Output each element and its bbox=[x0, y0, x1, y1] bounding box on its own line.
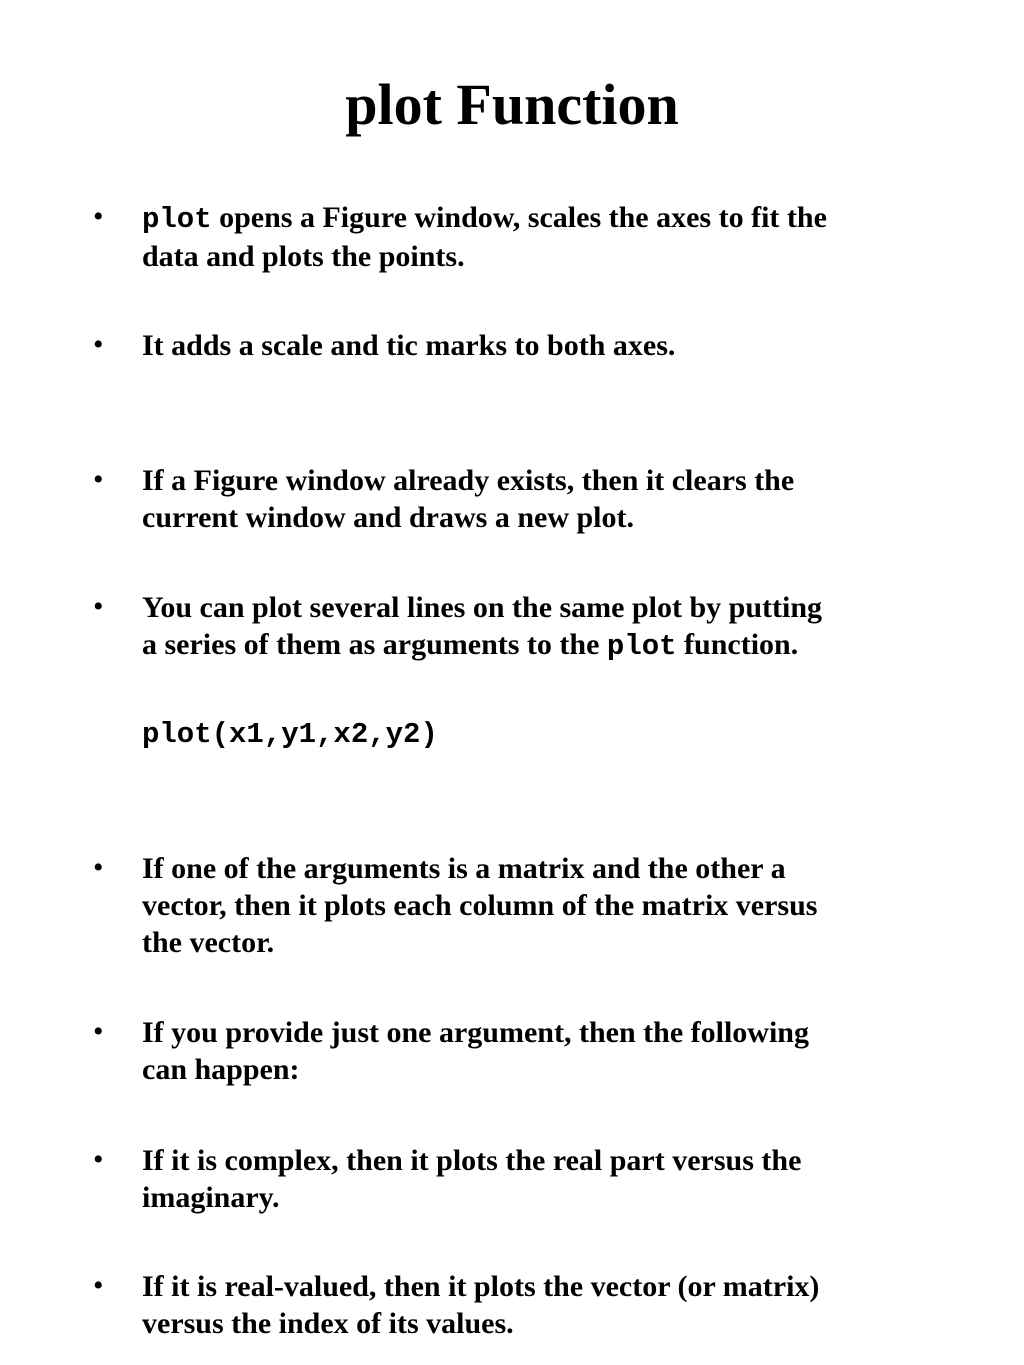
bullet-line: It adds a scale and tic marks to both axes. bbox=[142, 329, 676, 362]
bullet-text bbox=[142, 1142, 942, 1216]
bullet-line: If it is real-valued, then it plots the vector (or matrix) bbox=[142, 1270, 820, 1303]
inline-code: plot bbox=[606, 630, 677, 663]
bullet-line: data and plots the points. bbox=[142, 240, 465, 273]
bullet-line: vector, then it plots each column of the matrix versus bbox=[142, 889, 818, 922]
bullet-text bbox=[142, 327, 942, 364]
bullet-line: imaginary. bbox=[142, 1181, 280, 1214]
bullet-line: current window and draws a new plot. bbox=[142, 501, 634, 534]
page-title: plot Function bbox=[345, 72, 679, 137]
bullet-marker: • bbox=[93, 1143, 104, 1176]
bullet-text bbox=[142, 1014, 942, 1088]
bullet-line: If you provide just one argument, then the following bbox=[142, 1016, 809, 1049]
bullet-marker: • bbox=[93, 328, 104, 361]
bullet-text bbox=[142, 199, 942, 275]
bullet-line: You can plot several lines on the same plot by putting bbox=[142, 591, 823, 624]
bullet-line: If one of the arguments is a matrix and the other a bbox=[142, 852, 786, 885]
bullet-text bbox=[142, 850, 942, 961]
bullet-marker: • bbox=[93, 1269, 104, 1302]
bullet-line: If it is complex, then it plots the real part versus the bbox=[142, 1144, 802, 1177]
bullet-line: versus the index of its values. bbox=[142, 1307, 514, 1340]
bullet-marker: • bbox=[93, 463, 104, 496]
bullet-text bbox=[142, 462, 942, 536]
bullet-marker: • bbox=[93, 590, 104, 623]
bullet-line: opens a Figure window, scales the axes to fit the bbox=[211, 201, 827, 234]
code-example: plot(x1,y1,x2,y2) bbox=[142, 718, 438, 751]
bullet-marker: • bbox=[93, 200, 104, 233]
bullet-marker: • bbox=[93, 851, 104, 884]
bullet-marker: • bbox=[93, 1015, 104, 1048]
bullet-line: the vector. bbox=[142, 926, 275, 959]
bullet-line: can happen: bbox=[142, 1053, 300, 1086]
bullet-line: a series of them as arguments to the bbox=[142, 628, 607, 661]
bullet-line: If a Figure window already exists, then it clears the bbox=[142, 464, 795, 497]
bullet-text bbox=[142, 589, 942, 665]
bullet-text bbox=[142, 1268, 942, 1342]
bullet-line: function. bbox=[676, 628, 799, 661]
inline-code: plot bbox=[142, 203, 212, 236]
